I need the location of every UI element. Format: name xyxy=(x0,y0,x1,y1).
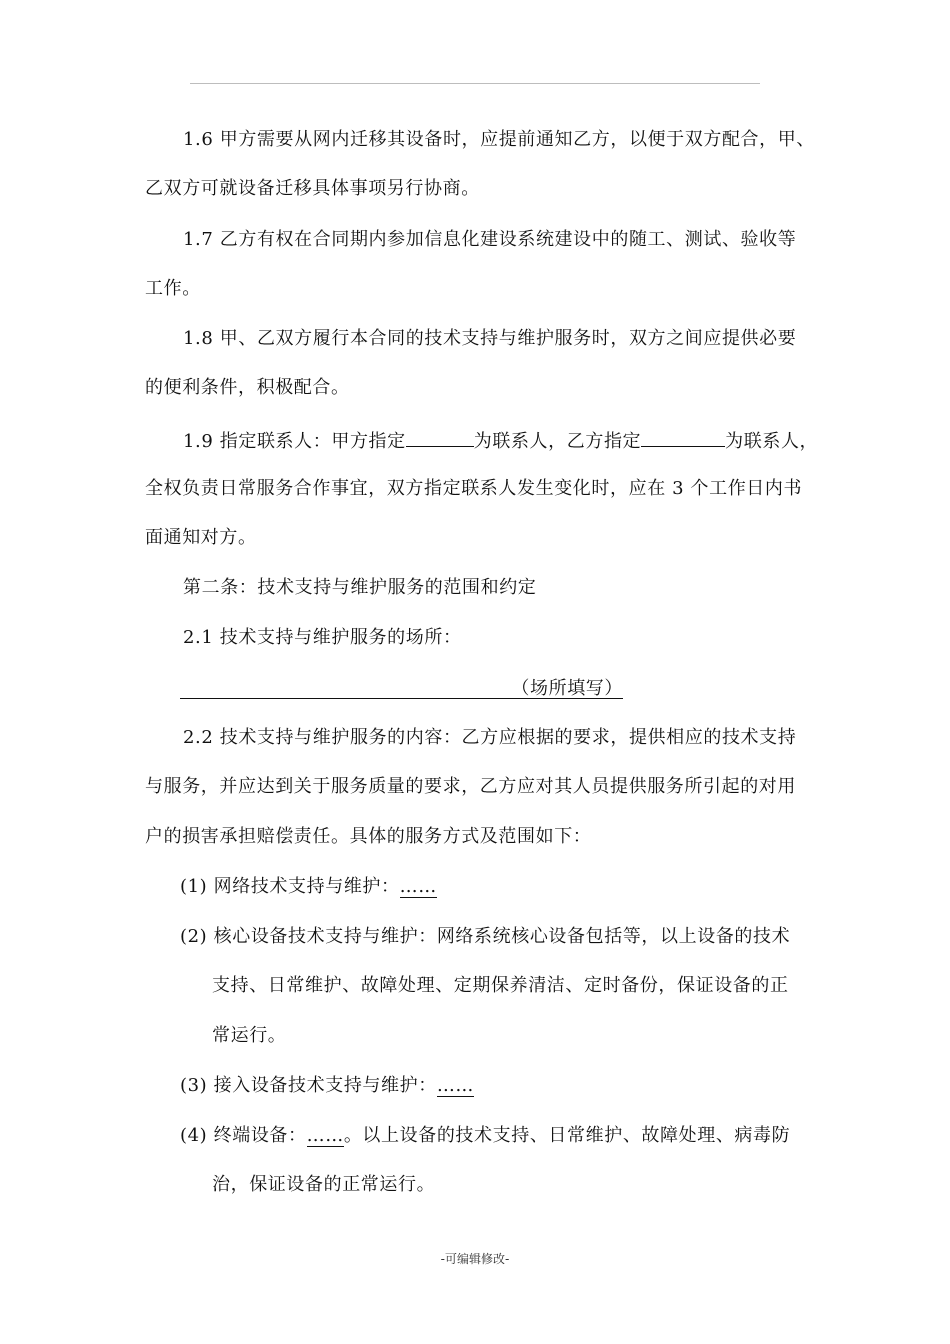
header-rule xyxy=(190,83,760,84)
clause-1-8-line2: 的便利条件，积极配合。 xyxy=(145,377,350,398)
article-2-heading: 第二条：技术支持与维护服务的范围和约定 xyxy=(183,577,537,598)
clause-1-9-text-c: 为联系人， xyxy=(725,431,819,452)
clause-1-8-line1: 1.8 甲、乙双方履行本合同的技术支持与维护服务时，双方之间应提供必要 xyxy=(183,328,797,349)
item-2-line1: (2) 核心设备技术支持与维护：网络系统核心设备包括等，以上设备的技术 xyxy=(180,926,791,947)
item-1-label: (1) 网络技术支持与维护： xyxy=(180,876,400,897)
clause-1-6-line2: 乙双方可就设备迁移具体事项另行协商。 xyxy=(145,178,480,199)
venue-fill-hint: （场所填写） xyxy=(511,678,623,699)
page-footer: -可编辑修改- xyxy=(440,1252,510,1266)
clause-1-9-text-a: 1.9 指定联系人：甲方指定 xyxy=(183,431,406,452)
clause-2-2-line3: 户的损害承担赔偿责任。具体的服务方式及范围如下： xyxy=(145,826,592,847)
clause-1-7-line2: 工作。 xyxy=(145,278,201,299)
clause-1-7-line1: 1.7 乙方有权在合同期内参加信息化建设系统建设中的随工、测试、验收等 xyxy=(183,229,797,250)
item-3-dots: …… xyxy=(436,1075,475,1096)
item-1 xyxy=(180,872,437,902)
item-4-dots: …… xyxy=(306,1125,344,1146)
clause-1-9-line3: 面通知对方。 xyxy=(145,527,257,548)
clause-2-2-line2: 与服务，并应达到关于服务质量的要求，乙方应对其人员提供服务所引起的对用 xyxy=(145,776,796,797)
clause-1-9-text-b: 为联系人，乙方指定 xyxy=(473,431,642,452)
clause-2-2-line1: 2.2 技术支持与维护服务的内容：乙方应根据的要求，提供相应的技术支持 xyxy=(183,727,797,748)
item-4-line2: 治，保证设备的正常运行。 xyxy=(212,1174,436,1195)
item-1-dots: …… xyxy=(399,876,437,897)
clause-1-6-line1: 1.6 甲方需要从网内迁移其设备时，应提前通知乙方，以便于双方配合，甲、 xyxy=(183,129,815,150)
venue-fill-blank[interactable] xyxy=(180,674,623,699)
party-a-contact-blank[interactable] xyxy=(406,424,474,447)
party-b-contact-blank[interactable] xyxy=(641,424,725,447)
item-2-line2: 支持、日常维护、故障处理、定期保养清洁、定时备份，保证设备的正 xyxy=(212,975,789,996)
clause-1-9-line1 xyxy=(183,424,818,454)
item-3 xyxy=(180,1071,474,1101)
item-4-rest: 。以上设备的技术支持、日常维护、故障处理、病毒防 xyxy=(343,1125,791,1146)
item-4-line1 xyxy=(180,1121,790,1151)
item-4-label: (4) 终端设备： xyxy=(180,1125,307,1146)
clause-1-9-line2: 全权负责日常服务合作事宜，双方指定联系人发生变化时，应在 3 个工作日内书 xyxy=(145,478,803,499)
clause-2-1-line1: 2.1 技术支持与维护服务的场所： xyxy=(183,627,462,648)
item-2-line3: 常运行。 xyxy=(212,1025,287,1046)
item-3-label: (3) 接入设备技术支持与维护： xyxy=(180,1075,437,1096)
